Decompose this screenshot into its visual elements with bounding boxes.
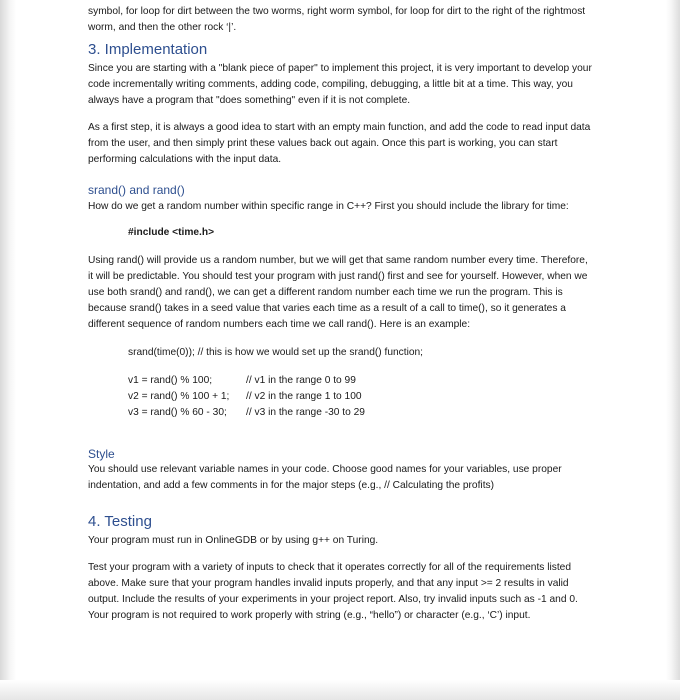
code-example	[128, 345, 593, 421]
srand-setup-line: srand(time(0)); // this is how we would set up the srand() function;	[128, 347, 423, 358]
random-number-question: How do we get a random number within specific range in C++? First you should include the library for time:	[88, 201, 569, 212]
page-shadow-bottom	[0, 680, 680, 700]
code-line-v2	[128, 389, 593, 405]
rand-explanation-paragraph: Using rand() will provide us a random number, but we will get that same random number every time. Therefore, it will be predictable. You should test your program with just rand() first and see for yourself. However, when we use both srand() and rand(), we can get a different random number each time we run the program. This is because srand() takes in a seed value that varies each time as a result of a call to time(), so it generates a different sequence of random numbers each time we call rand(). Here is an example:	[88, 255, 588, 330]
code-line-v3	[128, 405, 593, 421]
implementation-paragraph-2: As a first step, it is always a good idea to start with an empty main function, and add the code to read input data from the user, and then simply print these values back out again. Once this part is working, you can start performing calculations with the input data.	[88, 122, 591, 165]
implementation-paragraph-1: Since you are starting with a "blank piece of paper" to implement this project, it is very important to develop your code incrementally writing comments, adding code, compiling, debugging, a little bit at a time. This way, you always have a program that "does something" even if it is not complete.	[88, 63, 592, 106]
intro-continued-paragraph: symbol, for loop for dirt between the two worms, right worm symbol, for loop for dirt to the right of the rightmost worm, and then the other rock ‘|’.	[88, 6, 586, 33]
code-comment: // v1 in the range 0 to 99	[246, 375, 356, 386]
testing-paragraph-1: Your program must run in OnlineGDB or by using g++ on Turing.	[88, 535, 379, 546]
code-statement: v1 = rand() % 100;	[128, 375, 213, 386]
code-line-v1	[128, 373, 593, 389]
document-page	[88, 4, 593, 624]
testing-heading: 4. Testing	[88, 513, 152, 530]
include-time-line: #include <time.h>	[128, 227, 215, 238]
code-statement: v2 = rand() % 100 + 1;	[128, 391, 230, 402]
code-comment: // v3 in the range -30 to 29	[246, 407, 365, 418]
page-shadow-right	[666, 0, 680, 700]
srand-rand-heading: srand() and rand()	[88, 183, 185, 197]
code-comment: // v2 in the range 1 to 100	[246, 391, 362, 402]
style-heading: Style	[88, 447, 115, 461]
style-paragraph: You should use relevant variable names in your code. Choose good names for your variables, use proper indentation, and add a few comments in for the major steps (e.g., // Calculating the profits)	[88, 464, 562, 491]
testing-paragraph-2: Test your program with a variety of inputs to check that it operates correctly for all of the requirements listed above. Make sure that your program handles invalid inputs properly, and that any input >= 2 results in valid output. Include the results of your experiments in your project report. Also, try invalid inputs such as -1 and 0. Your program is not required to work properly with string (e.g., “hello”) or character (e.g., ‘C’) input.	[88, 562, 578, 621]
implementation-heading: 3. Implementation	[88, 41, 208, 58]
page-shadow-left	[0, 0, 16, 700]
code-statement: v3 = rand() % 60 - 30;	[128, 407, 227, 418]
rand-code-lines	[128, 373, 593, 421]
